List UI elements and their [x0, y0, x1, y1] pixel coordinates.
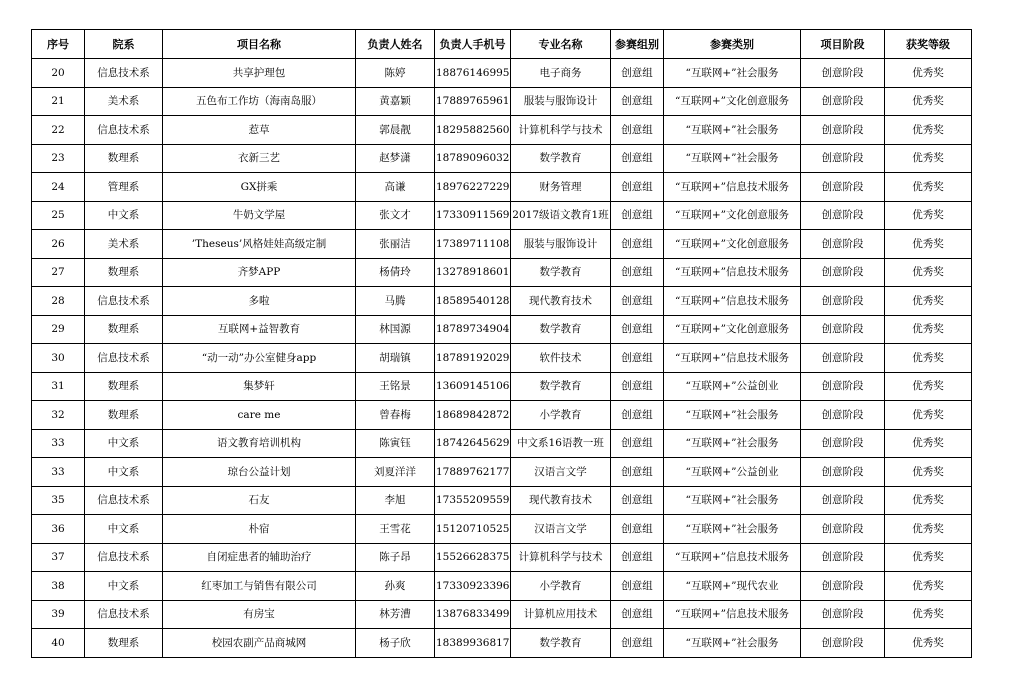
cell-department: 数理系: [85, 144, 163, 173]
cell-leader-phone: 17389711108: [435, 230, 511, 259]
cell-leader-phone: 13278918601: [435, 258, 511, 287]
cell-leader-name: 胡瑞镇: [356, 344, 435, 373]
cell-stage: 创意阶段: [801, 87, 885, 116]
cell-project-name: ’Theseus’风格娃娃高级定制: [163, 230, 356, 259]
cell-department: 信息技术系: [85, 287, 163, 316]
cell-leader-phone: 15526628375: [435, 543, 511, 572]
cell-award: 优秀奖: [885, 543, 972, 572]
cell-group: 创意组: [611, 287, 664, 316]
cell-stage: 创意阶段: [801, 486, 885, 515]
cell-leader-name: 张丽洁: [356, 230, 435, 259]
cell-category: “互联网+”社会服务: [664, 429, 801, 458]
cell-index: 23: [32, 144, 85, 173]
cell-group: 创意组: [611, 315, 664, 344]
table-row: [32, 429, 972, 458]
table-row: [32, 230, 972, 259]
cell-project-name: GX拼乘: [163, 173, 356, 202]
cell-award: 优秀奖: [885, 59, 972, 88]
cell-leader-phone: 13609145106: [435, 372, 511, 401]
cell-award: 优秀奖: [885, 116, 972, 145]
cell-index: 37: [32, 543, 85, 572]
cell-index: 33: [32, 429, 85, 458]
cell-project-name: 自闭症患者的辅助治疗: [163, 543, 356, 572]
cell-stage: 创意阶段: [801, 344, 885, 373]
cell-leader-phone: 15120710525: [435, 515, 511, 544]
cell-category: “互联网+”文化创意服务: [664, 230, 801, 259]
cell-department: 中文系: [85, 201, 163, 230]
cell-category: “互联网+”社会服务: [664, 401, 801, 430]
cell-group: 创意组: [611, 629, 664, 658]
cell-group: 创意组: [611, 401, 664, 430]
cell-department: 信息技术系: [85, 543, 163, 572]
cell-leader-name: 曾春梅: [356, 401, 435, 430]
cell-project-name: “动一动”办公室健身app: [163, 344, 356, 373]
cell-index: 33: [32, 458, 85, 487]
cell-index: 36: [32, 515, 85, 544]
cell-leader-phone: 13876833499: [435, 600, 511, 629]
cell-project-name: 琼台公益计划: [163, 458, 356, 487]
cell-major: 财务管理: [511, 173, 611, 202]
table-row: [32, 258, 972, 287]
table-row: [32, 629, 972, 658]
cell-major: 汉语言文学: [511, 458, 611, 487]
cell-category: “互联网+”公益创业: [664, 458, 801, 487]
cell-leader-name: 王铭景: [356, 372, 435, 401]
cell-category: “互联网+”社会服务: [664, 144, 801, 173]
cell-project-name: 语文教育培训机构: [163, 429, 356, 458]
cell-leader-phone: 17889762177: [435, 458, 511, 487]
cell-leader-name: 林国源: [356, 315, 435, 344]
cell-leader-phone: 17355209559: [435, 486, 511, 515]
cell-index: 24: [32, 173, 85, 202]
cell-department: 中文系: [85, 429, 163, 458]
cell-leader-name: 孙爽: [356, 572, 435, 601]
cell-index: 20: [32, 59, 85, 88]
table-row: [32, 458, 972, 487]
cell-award: 优秀奖: [885, 572, 972, 601]
cell-leader-name: 赵梦潇: [356, 144, 435, 173]
cell-leader-name: 林芳漕: [356, 600, 435, 629]
cell-group: 创意组: [611, 429, 664, 458]
table-row: [32, 315, 972, 344]
cell-award: 优秀奖: [885, 230, 972, 259]
cell-group: 创意组: [611, 572, 664, 601]
cell-leader-phone: 18389936817: [435, 629, 511, 658]
cell-index: 39: [32, 600, 85, 629]
cell-major: 现代教育技术: [511, 486, 611, 515]
table-row: [32, 116, 972, 145]
cell-index: 27: [32, 258, 85, 287]
cell-project-name: 五色布工作坊（海南岛服）: [163, 87, 356, 116]
cell-leader-phone: 18295882560: [435, 116, 511, 145]
cell-leader-phone: 18876146995: [435, 59, 511, 88]
cell-stage: 创意阶段: [801, 173, 885, 202]
cell-major: 小学教育: [511, 401, 611, 430]
cell-leader-name: 杨子欣: [356, 629, 435, 658]
cell-award: 优秀奖: [885, 372, 972, 401]
cell-award: 优秀奖: [885, 315, 972, 344]
cell-project-name: 集梦轩: [163, 372, 356, 401]
table-row: [32, 59, 972, 88]
cell-index: 22: [32, 116, 85, 145]
cell-leader-name: 陈婷: [356, 59, 435, 88]
cell-group: 创意组: [611, 116, 664, 145]
cell-project-name: 石友: [163, 486, 356, 515]
cell-stage: 创意阶段: [801, 458, 885, 487]
cell-department: 信息技术系: [85, 344, 163, 373]
cell-leader-name: 高谦: [356, 173, 435, 202]
cell-department: 信息技术系: [85, 600, 163, 629]
cell-award: 优秀奖: [885, 629, 972, 658]
cell-project-name: 红枣加工与销售有限公司: [163, 572, 356, 601]
cell-department: 管理系: [85, 173, 163, 202]
cell-project-name: 共享护理包: [163, 59, 356, 88]
cell-category: “互联网+”社会服务: [664, 515, 801, 544]
cell-stage: 创意阶段: [801, 258, 885, 287]
cell-category: “互联网+”社会服务: [664, 59, 801, 88]
cell-project-name: 牛奶文学屋: [163, 201, 356, 230]
cell-award: 优秀奖: [885, 173, 972, 202]
header-row: [32, 30, 972, 59]
cell-index: 30: [32, 344, 85, 373]
header-cell-department: 院系: [85, 30, 163, 59]
cell-major: 计算机科学与技术: [511, 116, 611, 145]
table-row: [32, 486, 972, 515]
cell-group: 创意组: [611, 600, 664, 629]
cell-leader-name: 陈子昂: [356, 543, 435, 572]
cell-major: 服装与服饰设计: [511, 230, 611, 259]
cell-award: 优秀奖: [885, 600, 972, 629]
cell-department: 数理系: [85, 372, 163, 401]
cell-department: 数理系: [85, 315, 163, 344]
cell-major: 数学教育: [511, 629, 611, 658]
cell-department: 中文系: [85, 572, 163, 601]
cell-group: 创意组: [611, 59, 664, 88]
cell-leader-name: 陈寅钰: [356, 429, 435, 458]
cell-leader-phone: 18789096032: [435, 144, 511, 173]
table-row: [32, 344, 972, 373]
header-cell-major: 专业名称: [511, 30, 611, 59]
cell-group: 创意组: [611, 144, 664, 173]
cell-leader-name: 李旭: [356, 486, 435, 515]
cell-stage: 创意阶段: [801, 543, 885, 572]
cell-project-name: 多啦: [163, 287, 356, 316]
cell-category: “互联网+”现代农业: [664, 572, 801, 601]
cell-major: 电子商务: [511, 59, 611, 88]
cell-leader-phone: 18789192029: [435, 344, 511, 373]
table-row: [32, 87, 972, 116]
header-cell-group: 参赛组别: [611, 30, 664, 59]
cell-award: 优秀奖: [885, 87, 972, 116]
cell-stage: 创意阶段: [801, 429, 885, 458]
cell-stage: 创意阶段: [801, 572, 885, 601]
header-cell-stage: 项目阶段: [801, 30, 885, 59]
cell-major: 软件技术: [511, 344, 611, 373]
cell-major: 小学教育: [511, 572, 611, 601]
header-cell-award: 获奖等级: [885, 30, 972, 59]
cell-group: 创意组: [611, 173, 664, 202]
cell-department: 数理系: [85, 401, 163, 430]
cell-index: 21: [32, 87, 85, 116]
cell-leader-name: 刘夏洋洋: [356, 458, 435, 487]
table-row: [32, 372, 972, 401]
cell-index: 25: [32, 201, 85, 230]
cell-leader-name: 杨倩玲: [356, 258, 435, 287]
cell-category: “互联网+”社会服务: [664, 629, 801, 658]
cell-award: 优秀奖: [885, 515, 972, 544]
cell-major: 计算机应用技术: [511, 600, 611, 629]
cell-department: 信息技术系: [85, 486, 163, 515]
cell-category: “互联网+”文化创意服务: [664, 315, 801, 344]
cell-major: 数学教育: [511, 372, 611, 401]
cell-category: “互联网+”信息技术服务: [664, 173, 801, 202]
cell-project-name: 互联网+益智教育: [163, 315, 356, 344]
table-row: [32, 287, 972, 316]
cell-stage: 创意阶段: [801, 287, 885, 316]
header-cell-leader-phone: 负责人手机号: [435, 30, 511, 59]
cell-department: 美术系: [85, 230, 163, 259]
cell-index: 32: [32, 401, 85, 430]
table-row: [32, 144, 972, 173]
table-row: [32, 173, 972, 202]
cell-group: 创意组: [611, 372, 664, 401]
cell-leader-phone: 18742645629: [435, 429, 511, 458]
cell-major: 中文系16语教一班: [511, 429, 611, 458]
cell-category: “互联网+”信息技术服务: [664, 287, 801, 316]
cell-stage: 创意阶段: [801, 116, 885, 145]
cell-leader-phone: 17889765961: [435, 87, 511, 116]
table-row: [32, 600, 972, 629]
cell-major: 计算机科学与技术: [511, 543, 611, 572]
cell-index: 31: [32, 372, 85, 401]
cell-group: 创意组: [611, 458, 664, 487]
cell-project-name: 惹草: [163, 116, 356, 145]
cell-department: 数理系: [85, 629, 163, 658]
cell-project-name: 有房宝: [163, 600, 356, 629]
cell-award: 优秀奖: [885, 429, 972, 458]
cell-category: “互联网+”信息技术服务: [664, 344, 801, 373]
cell-group: 创意组: [611, 258, 664, 287]
table-row: [32, 201, 972, 230]
cell-stage: 创意阶段: [801, 201, 885, 230]
header-cell-index: 序号: [32, 30, 85, 59]
spreadsheet-page: [31, 29, 972, 658]
cell-stage: 创意阶段: [801, 600, 885, 629]
cell-leader-phone: 18976227229: [435, 173, 511, 202]
cell-major: 数学教育: [511, 258, 611, 287]
cell-stage: 创意阶段: [801, 515, 885, 544]
cell-group: 创意组: [611, 543, 664, 572]
cell-department: 信息技术系: [85, 116, 163, 145]
cell-award: 优秀奖: [885, 344, 972, 373]
cell-leader-name: 王雪花: [356, 515, 435, 544]
table-row: [32, 515, 972, 544]
cell-award: 优秀奖: [885, 401, 972, 430]
cell-category: “互联网+”文化创意服务: [664, 201, 801, 230]
cell-category: “互联网+”社会服务: [664, 116, 801, 145]
cell-department: 中文系: [85, 515, 163, 544]
cell-index: 38: [32, 572, 85, 601]
cell-award: 优秀奖: [885, 486, 972, 515]
award-list-table: [31, 29, 972, 658]
cell-leader-name: 马腾: [356, 287, 435, 316]
cell-leader-phone: 17330923396: [435, 572, 511, 601]
cell-index: 26: [32, 230, 85, 259]
cell-category: “互联网+”文化创意服务: [664, 87, 801, 116]
header-cell-category: 参赛类别: [664, 30, 801, 59]
cell-stage: 创意阶段: [801, 401, 885, 430]
cell-project-name: 校园农副产品商城网: [163, 629, 356, 658]
cell-category: “互联网+”公益创业: [664, 372, 801, 401]
cell-leader-name: 张文才: [356, 201, 435, 230]
cell-department: 信息技术系: [85, 59, 163, 88]
cell-index: 35: [32, 486, 85, 515]
cell-stage: 创意阶段: [801, 629, 885, 658]
cell-major: 数学教育: [511, 144, 611, 173]
cell-index: 29: [32, 315, 85, 344]
cell-group: 创意组: [611, 87, 664, 116]
cell-major: 服装与服饰设计: [511, 87, 611, 116]
table-row: [32, 401, 972, 430]
cell-leader-name: 黄嘉颖: [356, 87, 435, 116]
cell-award: 优秀奖: [885, 201, 972, 230]
cell-department: 数理系: [85, 258, 163, 287]
cell-leader-name: 郭晨靓: [356, 116, 435, 145]
cell-index: 40: [32, 629, 85, 658]
cell-major: 2017级语文教育1班: [511, 201, 611, 230]
table-body: [32, 59, 972, 658]
cell-leader-phone: 18689842872: [435, 401, 511, 430]
cell-award: 优秀奖: [885, 144, 972, 173]
cell-department: 美术系: [85, 87, 163, 116]
cell-major: 数学教育: [511, 315, 611, 344]
cell-project-name: 衣新三艺: [163, 144, 356, 173]
cell-leader-phone: 18589540128: [435, 287, 511, 316]
cell-category: “互联网+”社会服务: [664, 486, 801, 515]
cell-group: 创意组: [611, 230, 664, 259]
cell-category: “互联网+”信息技术服务: [664, 258, 801, 287]
cell-stage: 创意阶段: [801, 372, 885, 401]
cell-index: 28: [32, 287, 85, 316]
cell-leader-phone: 18789734904: [435, 315, 511, 344]
cell-major: 汉语言文学: [511, 515, 611, 544]
cell-stage: 创意阶段: [801, 144, 885, 173]
cell-leader-phone: 17330911569: [435, 201, 511, 230]
cell-project-name: care me: [163, 401, 356, 430]
table-row: [32, 543, 972, 572]
table-row: [32, 572, 972, 601]
cell-group: 创意组: [611, 515, 664, 544]
cell-major: 现代教育技术: [511, 287, 611, 316]
cell-stage: 创意阶段: [801, 315, 885, 344]
cell-project-name: 朴宿: [163, 515, 356, 544]
cell-award: 优秀奖: [885, 458, 972, 487]
cell-award: 优秀奖: [885, 287, 972, 316]
header-cell-project-name: 项目名称: [163, 30, 356, 59]
cell-category: “互联网+”信息技术服务: [664, 600, 801, 629]
cell-stage: 创意阶段: [801, 59, 885, 88]
cell-award: 优秀奖: [885, 258, 972, 287]
cell-group: 创意组: [611, 201, 664, 230]
cell-category: “互联网+”信息技术服务: [664, 543, 801, 572]
cell-group: 创意组: [611, 486, 664, 515]
cell-stage: 创意阶段: [801, 230, 885, 259]
cell-project-name: 齐梦APP: [163, 258, 356, 287]
cell-department: 中文系: [85, 458, 163, 487]
header-cell-leader-name: 负责人姓名: [356, 30, 435, 59]
cell-group: 创意组: [611, 344, 664, 373]
